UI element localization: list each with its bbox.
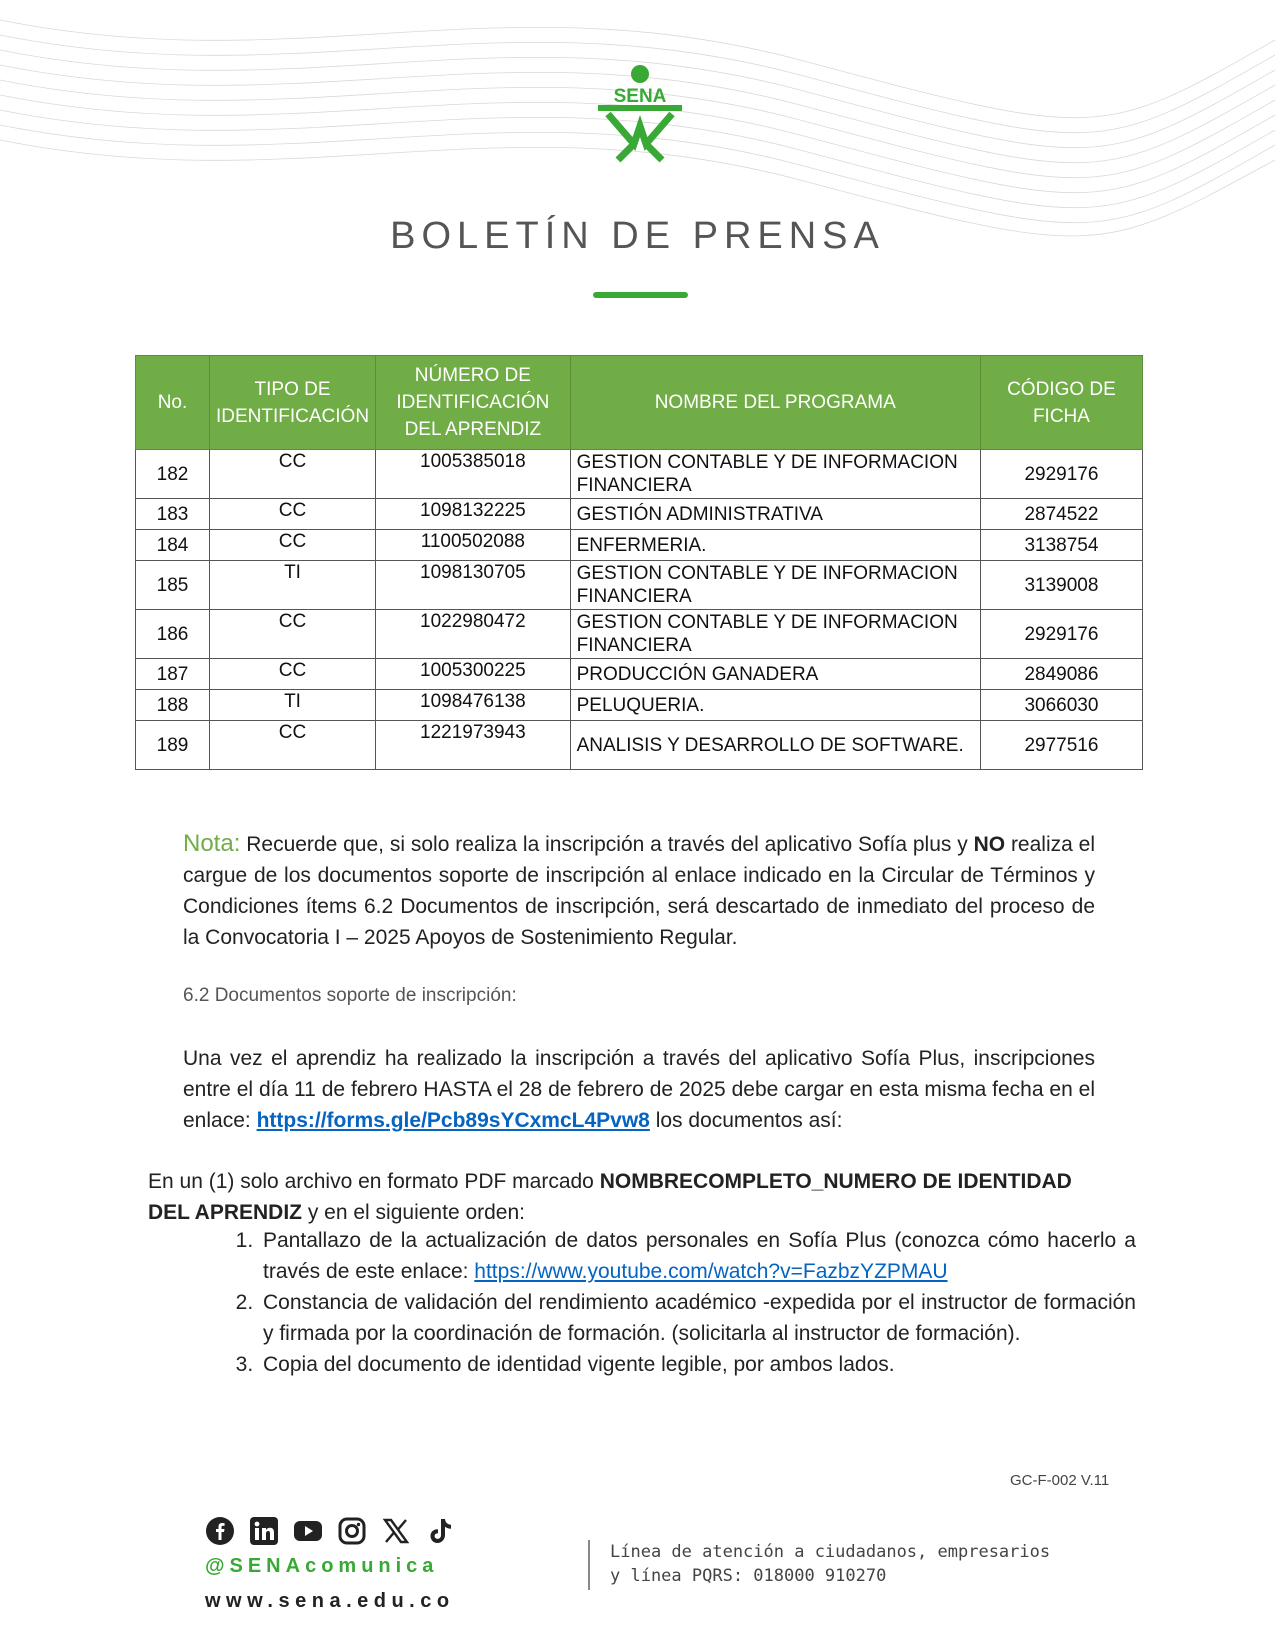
table-row [136,450,1143,499]
nota-text-b: realiza el cargue de los documentos soporte de inscripción al enlace indicado en la Circular de Términos y Condiciones ítems 6.2 Documentos de inscripción, será descartado de inmediato del proceso de la Convocatoria I – 2025 Apoyos de Sostenimiento Regular. [183,833,1095,949]
col-header-no: No. [136,356,210,450]
step-2-text: Constancia de validación del rendimiento académico -expedida por el instructor de formación y firmada por la coordinación de formación. (solicitarla al instructor de formación). [263,1291,1136,1345]
instagram-icon[interactable] [337,1516,367,1546]
nota-paragraph [183,828,1095,953]
cell-tipo: CC [209,659,375,690]
intro-text-a: Una vez el aprendiz ha realizado la inscripción a través del aplicativo Sofía Plus, inscripciones entre el día 11 de febrero HASTA el 28 de febrero de 2025 debe cargar en esta misma fecha en el enlace: [183,1047,1095,1132]
table-row [136,561,1143,610]
cell-tipo: TI [209,561,375,610]
forms-link[interactable]: https://forms.gle/Pcb89sYCxmcL4Pvw8 [256,1109,650,1132]
tiktok-icon[interactable] [425,1516,455,1546]
cell-tipo: CC [209,610,375,659]
aprendices-table [135,355,1143,770]
nota-text-a: Recuerde que, si solo realiza la inscripción a través del aplicativo Sofía plus y [240,833,974,856]
cell-programa: GESTIÓN ADMINISTRATIVA [570,499,980,530]
cell-no: 184 [136,530,210,561]
cell-no: 182 [136,450,210,499]
cell-no: 183 [136,499,210,530]
attention-line-2: y línea PQRS: 018000 910270 [610,1566,887,1586]
cell-no: 188 [136,690,210,721]
archivo-paragraph [148,1166,1118,1228]
title-underline [593,292,688,298]
archivo-text-bold: NOMBRECOMPLETO_NUMERO DE IDENTIDAD DEL APRENDIZ [148,1170,1072,1224]
cell-codigo: 3138754 [980,530,1142,561]
cell-tipo: TI [209,690,375,721]
table-row [136,690,1143,721]
nota-label: Nota: [183,830,241,857]
facebook-icon[interactable] [205,1516,235,1546]
cell-codigo: 3066030 [980,690,1142,721]
table-row [136,530,1143,561]
cell-no: 185 [136,561,210,610]
cell-codigo: 2849086 [980,659,1142,690]
list-item [259,1225,1136,1287]
cell-programa: ENFERMERIA. [570,530,980,561]
social-handle: @SENAcomunica [205,1555,439,1577]
cell-codigo: 2874522 [980,499,1142,530]
cell-numero: 1098132225 [376,499,571,530]
footer-divider [588,1540,590,1590]
cell-numero: 1100502088 [376,530,571,561]
cell-numero: 1098476138 [376,690,571,721]
cell-programa: PRODUCCIÓN GANADERA [570,659,980,690]
cell-codigo: 2929176 [980,450,1142,499]
cell-programa: GESTION CONTABLE Y DE INFORMACION FINANCIERA [570,561,980,610]
cell-no: 187 [136,659,210,690]
table-row [136,610,1143,659]
cell-programa: ANALISIS Y DESARROLLO DE SOFTWARE. [570,721,980,770]
cell-no: 189 [136,721,210,770]
cell-numero: 1221973943 [376,721,571,770]
steps-list [217,1225,1136,1380]
cell-numero: 1005300225 [376,659,571,690]
list-item [259,1287,1136,1349]
intro-paragraph [183,1043,1095,1136]
step-3-text: Copia del documento de identidad vigente legible, por ambos lados. [263,1353,895,1376]
cell-tipo: CC [209,530,375,561]
doc-code: GC-F-002 V.11 [1010,1472,1110,1489]
page-title: BOLETÍN DE PRENSA [390,215,885,257]
cell-programa: GESTION CONTABLE Y DE INFORMACION FINANCIERA [570,450,980,499]
website[interactable]: www.sena.edu.co [205,1590,455,1612]
cell-codigo: 2929176 [980,610,1142,659]
cell-numero: 1022980472 [376,610,571,659]
table-row [136,499,1143,530]
cell-no: 186 [136,610,210,659]
table-row [136,659,1143,690]
linkedin-icon[interactable] [249,1516,279,1546]
cell-programa: PELUQUERIA. [570,690,980,721]
col-header-numero: NÚMERO DE IDENTIFICACIÓN DEL APRENDIZ [376,356,571,450]
logo-text: SENA [613,86,667,107]
cell-numero: 1005385018 [376,450,571,499]
sena-logo [590,64,690,164]
cell-codigo: 3139008 [980,561,1142,610]
youtube-icon[interactable] [293,1516,323,1546]
cell-numero: 1098130705 [376,561,571,610]
attention-line-1: Línea de atención a ciudadanos, empresarios [610,1542,1051,1562]
step-1-text: Pantallazo de la actualización de datos personales en Sofía Plus (conozca cómo hacerlo a través de este enlace: [263,1229,1136,1283]
intro-text-b: los documentos así: [649,1109,843,1132]
nota-text-bold: NO [973,833,1006,856]
cell-codigo: 2977516 [980,721,1142,770]
archivo-text-b: y en el siguiente orden: [302,1201,525,1224]
col-header-tipo: TIPO DE IDENTIFICACIÓN [209,356,375,450]
cell-tipo: CC [209,499,375,530]
x-twitter-icon[interactable] [381,1516,411,1546]
social-icons [205,1516,455,1546]
cell-tipo: CC [209,721,375,770]
youtube-link[interactable]: https://www.youtube.com/watch?v=FazbzYZPMAU [474,1260,948,1283]
table-header-row [136,356,1143,450]
archivo-text-a: En un (1) solo archivo en formato PDF marcado [148,1170,600,1193]
cell-programa: GESTION CONTABLE Y DE INFORMACION FINANCIERA [570,610,980,659]
cell-tipo: CC [209,450,375,499]
col-header-programa: NOMBRE DEL PROGRAMA [570,356,980,450]
col-header-codigo: CÓDIGO DE FICHA [980,356,1142,450]
section-title: 6.2 Documentos soporte de inscripción: [183,985,517,1006]
list-item [259,1349,1136,1380]
table-row [136,721,1143,770]
